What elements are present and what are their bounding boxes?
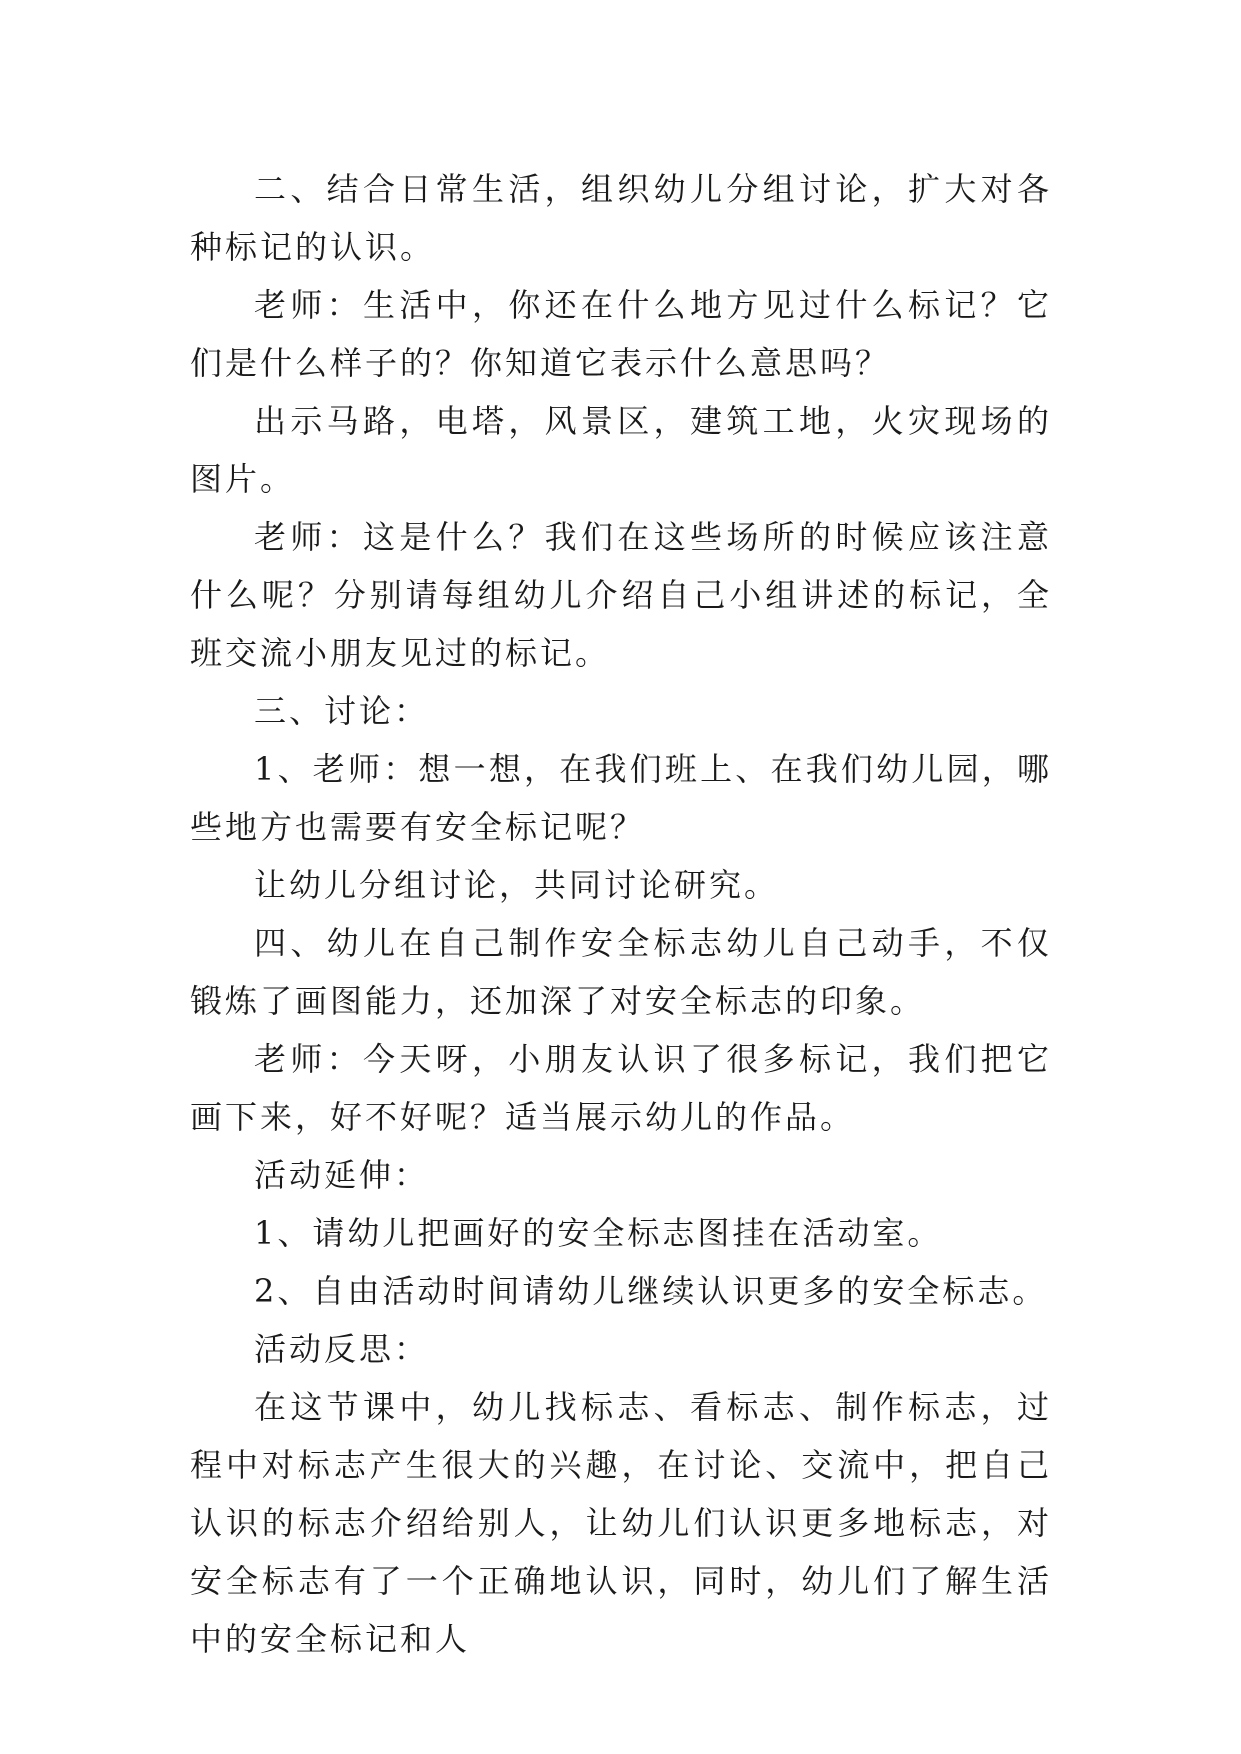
- paragraph: 在这节课中，幼儿找标志、看标志、制作标志，过程中对标志产生很大的兴趣，在讨论、交流中，把自己认识的标志介绍给别人，让幼儿们认识更多地标志，对安全标志有了一个正确地认识，同时，幼儿们了解生活中的安全标记和人: [190, 1388, 1052, 1658]
- section-heading: 活动延伸：: [254, 1156, 430, 1194]
- paragraph: 2、自由活动时间请幼儿继续认识更多的安全标志。: [254, 1272, 1048, 1310]
- paragraph: 出示马路，电塔，风景区，建筑工地，火灾现场的图片。: [190, 402, 1052, 498]
- paragraph: 1、请幼儿把画好的安全标志图挂在活动室。: [254, 1214, 943, 1252]
- paragraph: 让幼儿分组讨论，共同讨论研究。: [254, 866, 780, 904]
- paragraph: 老师：今天呀，小朋友认识了很多标记，我们把它画下来，好不好呢？适当展示幼儿的作品。: [190, 1040, 1052, 1136]
- section-heading: 三、讨论：: [254, 692, 430, 730]
- paragraph: 老师：这是什么？我们在这些场所的时候应该注意什么呢？分别请每组幼儿介绍自己小组讲述的标记，全班交流小朋友见过的标记。: [190, 518, 1052, 672]
- paragraph: 1、老师：想一想，在我们班上、在我们幼儿园，哪些地方也需要有安全标记呢？: [190, 750, 1052, 846]
- section-heading: 活动反思：: [254, 1330, 430, 1368]
- paragraph: 老师：生活中，你还在什么地方见过什么标记？它们是什么样子的？你知道它表示什么意思吗？: [190, 286, 1052, 382]
- document-body: [190, 160, 1052, 1668]
- paragraph: 四、幼儿在自己制作安全标志幼儿自己动手，不仅锻炼了画图能力，还加深了对安全标志的印象。: [190, 924, 1052, 1020]
- paragraph: 二、结合日常生活，组织幼儿分组讨论，扩大对各种标记的认识。: [190, 170, 1052, 266]
